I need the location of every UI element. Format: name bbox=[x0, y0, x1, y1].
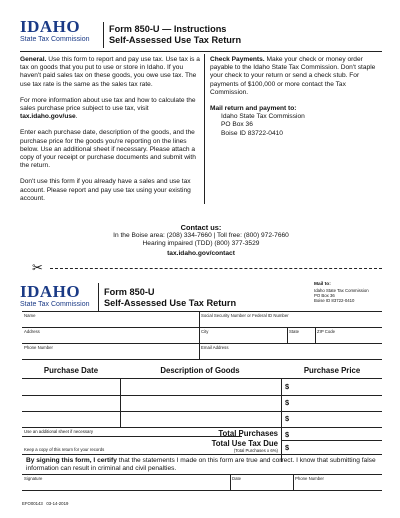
dont-use-paragraph: Don't use this form if you already have a sales and use tax account. Please report and pay use tax using your existing account. bbox=[20, 178, 191, 202]
dollar-sign: $ bbox=[285, 414, 290, 423]
info-grid-row2 bbox=[22, 343, 382, 344]
address-field[interactable]: Address bbox=[24, 329, 40, 334]
table-row[interactable] bbox=[22, 396, 382, 410]
contact-block bbox=[20, 224, 382, 258]
check-payments-paragraph: Check Payments. Make your check or money order payable to the Idaho State Tax Commission. Don't staple your check to your return or send a check stub. For payments of $100,000 or more contact the Tax Commission. bbox=[210, 56, 376, 96]
table-row[interactable] bbox=[22, 412, 382, 426]
info-grid-row1 bbox=[22, 327, 382, 328]
signature-rule bbox=[22, 490, 382, 491]
contact-heading: Contact us: bbox=[180, 223, 222, 232]
info-grid-row3 bbox=[22, 359, 382, 360]
form-title: Form 850-U bbox=[104, 287, 155, 297]
use-tax-link[interactable]: tax.idaho.gov/use bbox=[20, 113, 76, 121]
total-purchases-dollar: $ bbox=[285, 430, 290, 439]
city-field[interactable]: City bbox=[201, 329, 209, 334]
purchase-price-header: Purchase Price bbox=[303, 366, 361, 375]
instructions-left-column bbox=[20, 56, 200, 203]
signature-rule bbox=[22, 474, 382, 475]
state-field[interactable]: State bbox=[289, 329, 300, 334]
description-header: Description of Goods bbox=[160, 366, 240, 375]
top-logo bbox=[20, 18, 110, 48]
page-subtitle: Self-Assessed Use Tax Return bbox=[109, 35, 242, 45]
info-grid-col bbox=[199, 311, 200, 359]
zip-field[interactable]: ZIP Code bbox=[317, 329, 336, 334]
dollar-sign: $ bbox=[285, 382, 290, 391]
total-use-tax-label: Total Use Tax Due bbox=[211, 439, 278, 448]
instructions-right-column bbox=[210, 56, 382, 138]
column-divider bbox=[204, 54, 205, 204]
purchase-date-header: Purchase Date bbox=[43, 366, 99, 375]
form-logo-wordmark: IDAHO bbox=[20, 282, 81, 301]
mail-to-line: Idaho State Tax Commission bbox=[314, 287, 369, 293]
signature-phone-field[interactable]: Phone Number bbox=[295, 476, 324, 481]
scissors-icon: ✂ bbox=[32, 261, 43, 276]
cut-line bbox=[50, 268, 382, 269]
signature-col bbox=[293, 474, 294, 490]
info-grid-col bbox=[287, 327, 288, 343]
form-logo-subtitle: State Tax Commission bbox=[20, 301, 90, 308]
name-field[interactable]: Name bbox=[24, 313, 36, 318]
mail-to-line: Boise ID 83722-0410 bbox=[314, 297, 355, 303]
general-paragraph: General. Use this form to report and pay use tax. Use tax is a tax on goods that you put to use or store in Idaho. If you haven't paid sales tax on these goods, you owe use tax. The use tax rate is the same as the sales tax rate. bbox=[20, 56, 200, 88]
contact-phones: In the Boise area: (208) 334-7660 | Toll free: (800) 972-7660 bbox=[113, 232, 289, 240]
form-footer-code: EFO00143 03-14-2019 bbox=[22, 501, 69, 506]
more-info-paragraph: For more information about use tax and how to calculate the sales purchase price subject to use tax, visit tax.idaho.gov/use. bbox=[20, 96, 196, 121]
signature-field[interactable]: Signature bbox=[24, 476, 43, 481]
logo-subtitle: State Tax Commission bbox=[20, 36, 90, 43]
total-purchases-field[interactable] bbox=[282, 428, 382, 439]
table-row[interactable] bbox=[22, 379, 382, 394]
additional-sheet-note: Use an additional sheet if necessary bbox=[24, 429, 94, 434]
mail-to-line: PO Box 36 bbox=[314, 292, 335, 298]
certification-text: By signing this form, I certify that the statements I made on this form are true and correct. I know that submitting false information can result in criminal and civil penalties. bbox=[26, 457, 376, 473]
header-divider bbox=[103, 22, 104, 48]
keep-copy-note: Keep a copy of this return for your records bbox=[24, 447, 105, 452]
email-field[interactable]: Email Address bbox=[201, 345, 229, 350]
signature-col bbox=[230, 474, 231, 490]
total-use-tax-dollar: $ bbox=[285, 443, 290, 452]
logo-wordmark: IDAHO bbox=[20, 17, 81, 36]
mail-return-address: Idaho State Tax Commission PO Box 36 Boise ID 83722-0410 bbox=[221, 113, 305, 137]
info-grid-top bbox=[22, 311, 382, 312]
mail-return-heading: Mail return and payment to: bbox=[210, 105, 297, 113]
info-grid-col bbox=[315, 327, 316, 343]
header-rule bbox=[20, 51, 382, 52]
dollar-sign: $ bbox=[285, 398, 290, 407]
table-bottom-rule bbox=[22, 454, 382, 455]
mail-to-heading: Mail to: bbox=[314, 282, 331, 287]
date-field[interactable]: Date bbox=[232, 476, 242, 481]
page-title: Form 850-U — Instructions bbox=[109, 24, 227, 34]
total-purchases-label: Total Purchases bbox=[218, 429, 278, 438]
form-header-divider bbox=[98, 283, 99, 311]
phone-field[interactable]: Phone Number bbox=[24, 345, 53, 350]
enter-each-paragraph: Enter each purchase date, description of the goods, and the purchase price for the goods you're reporting on the lines below. Use an additional sheet if necessary. Please attach a copy of your receipt or purchase documents and submit with the return. bbox=[20, 129, 196, 170]
contact-link[interactable]: tax.idaho.gov/contact bbox=[167, 249, 235, 257]
total-use-tax-note: (Total Purchases x 6%) bbox=[233, 448, 278, 453]
contact-tdd: Hearing impaired (TDD) (800) 377-3529 bbox=[142, 240, 260, 248]
mail-to-block bbox=[314, 282, 390, 303]
ssn-field[interactable]: Social Security Number or Federal ID Number bbox=[201, 313, 289, 318]
total-use-tax-field[interactable] bbox=[282, 441, 382, 453]
form-subtitle: Self-Assessed Use Tax Return bbox=[104, 298, 237, 308]
form-logo bbox=[20, 283, 100, 313]
